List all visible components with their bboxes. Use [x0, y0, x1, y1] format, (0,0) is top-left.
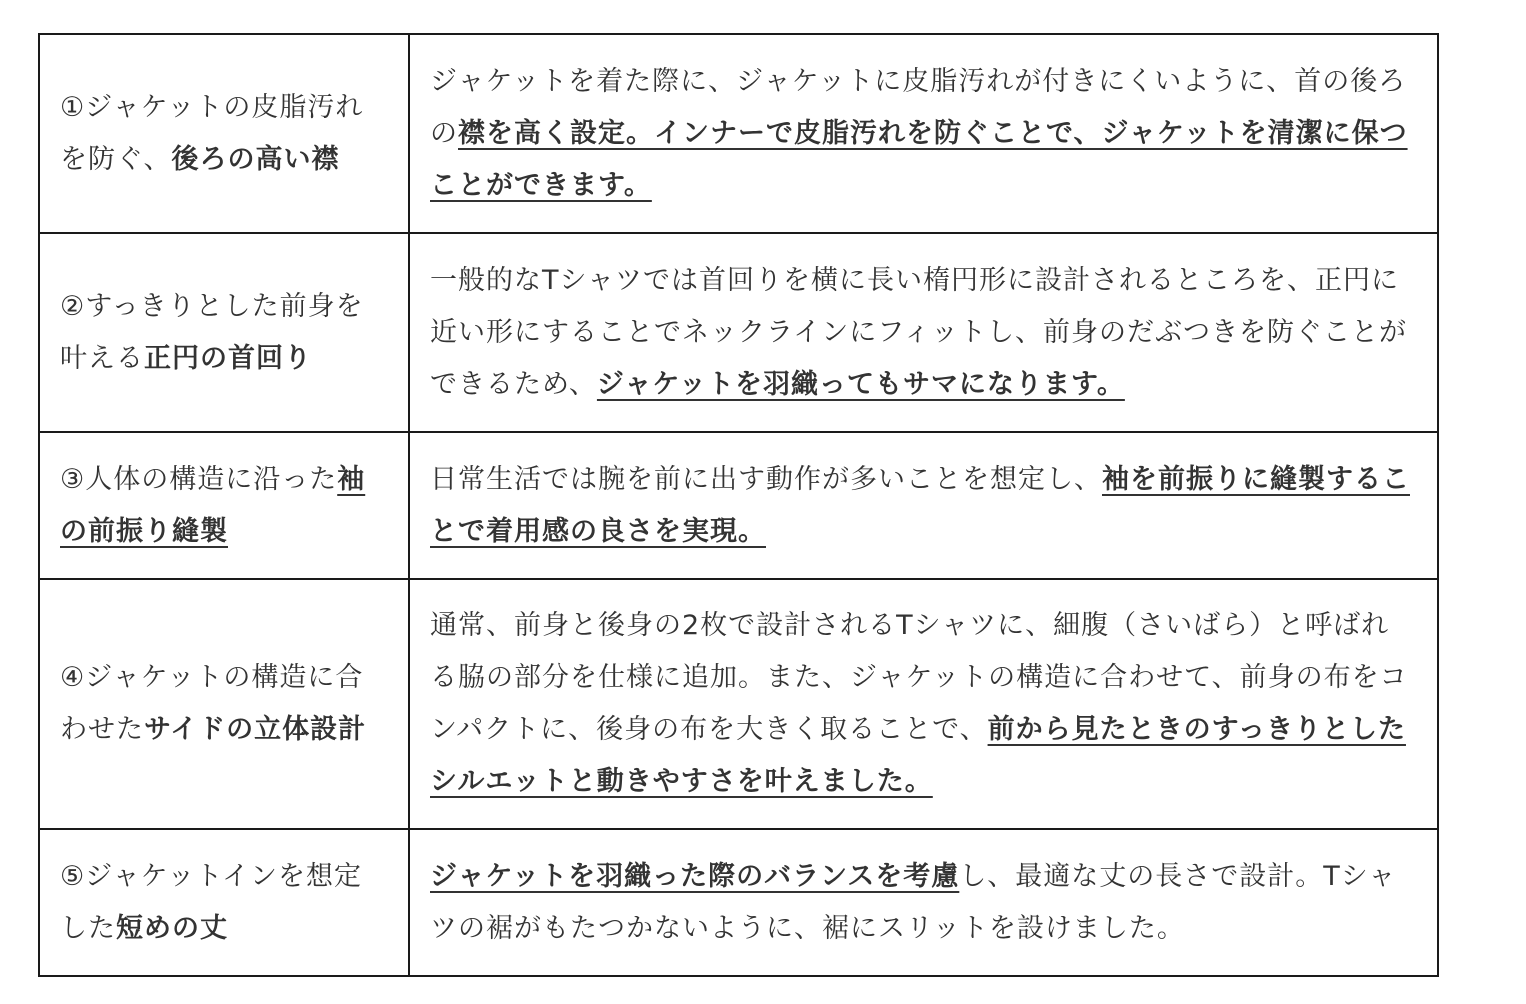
table-row [39, 233, 1438, 432]
emphasis-underlined-text: ジャケットを羽織ってもサマになります。 [596, 368, 1125, 400]
text-segment: ③人体の構造に沿った [60, 463, 338, 495]
description-cell [409, 432, 1438, 579]
emphasis-underlined-text: 襟を高く設定。インナーで皮脂汚れを防ぐことで、ジャケットを清潔に保つことができます。 [430, 117, 1408, 201]
text-segment: ①ジャケットの皮脂汚れを防ぐ、 [60, 91, 364, 175]
emphasis-text: 短めの丈 [116, 912, 228, 944]
feature-table [38, 33, 1439, 977]
feature-cell [39, 432, 409, 579]
description-cell [409, 34, 1438, 233]
table-row [39, 432, 1438, 579]
emphasis-text: 正円の首回り [144, 342, 312, 374]
table-row [39, 829, 1438, 976]
description-cell [409, 829, 1438, 976]
text-segment: 一般的なTシャツでは首回りを横に長い楕円形に設計されるところを、正円に近い形にすることでネックラインにフィットし、前身のだぶつきを防ぐことができるため、 [430, 264, 1408, 400]
text-segment: ジャケットを着た際に、ジャケットに皮脂汚れが付きにくいように、首の後ろの [430, 65, 1407, 149]
feature-cell [39, 34, 409, 233]
text-segment: し、最適な丈の長さで設計。Tシャツの裾がもたつかないように、裾にスリットを設けました。 [430, 860, 1397, 944]
description-cell [409, 579, 1438, 829]
feature-cell [39, 829, 409, 976]
table-row [39, 34, 1438, 233]
emphasis-underlined-text: 袖の前振り縫製 [60, 463, 366, 547]
table-row [39, 579, 1438, 829]
feature-cell [39, 579, 409, 829]
emphasis-underlined-text: 前から見たときのすっきりとしたシルエットと動きやすさを叶えました。 [430, 714, 1406, 797]
text-segment: 日常生活では腕を前に出す動作が多いことを想定し、 [430, 463, 1102, 495]
feature-cell [39, 233, 409, 432]
description-cell [409, 233, 1438, 432]
emphasis-text: 後ろの高い襟 [171, 143, 340, 175]
emphasis-underlined-text: ジャケットを羽織った際のバランスを考慮 [430, 860, 960, 892]
text-segment: 通常、前身と後身の2枚で設計されるTシャツに、細腹（さいばら）と呼ばれる脇の部分を仕様に追加。また、ジャケットの構造に合わせて、前身の布をコンパクトに、後身の布を大きく取ることで、 [430, 610, 1408, 745]
text-segment: ②すっきりとした前身を叶える [60, 290, 364, 374]
emphasis-text: サイドの立体設計 [144, 714, 367, 745]
emphasis-underlined-text: 袖を前振りに縫製することで着用感の良さを実現。 [430, 463, 1410, 547]
text-segment: ④ジャケットの構造に合わせた [60, 662, 364, 745]
text-segment: ⑤ジャケットインを想定した [60, 860, 362, 944]
